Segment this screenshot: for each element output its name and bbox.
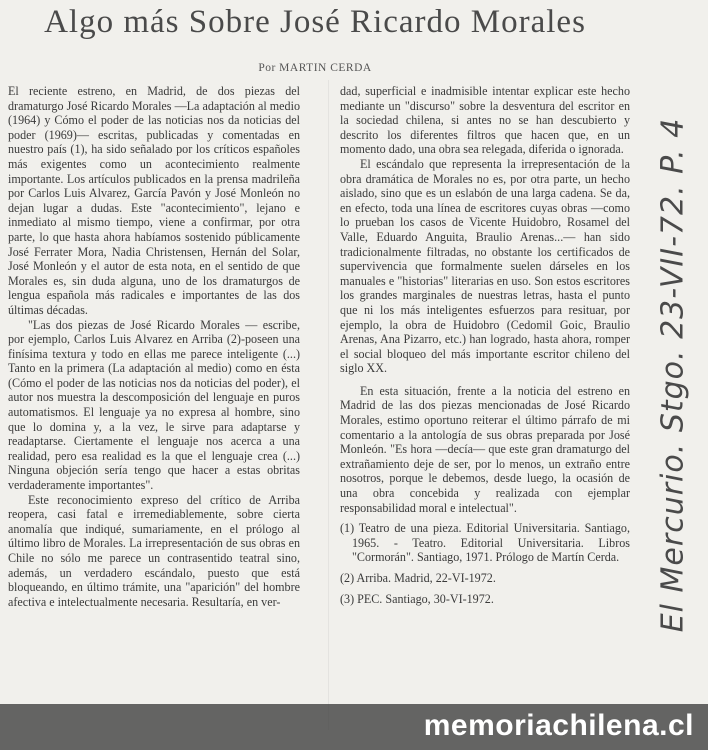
paragraph: dad, superficial e inadmisible intentar explicar este hecho mediante un "discurso" sobre la desventura del escritor en la sociedad chilena, si antes no se han descubierto y descrito los diferentes filtros que hacen que, en un momento dado, una obra sea relegada, diferida o ignorada. [340,84,630,157]
footnote: (3) PEC. Santiago, 30-VI-1972. [340,591,494,606]
paragraph: El reciente estreno, en Madrid, de dos piezas del dramaturgo José Ricardo Morales —La adaptación al medio (1964) y Cómo el poder de las noticias nos da noticias del poder (1969)— escritas, publicadas y comentadas en nuestro país (1), ha sido señalado por los críticos españoles más exigentes como un acontecimiento realmente importante. Los artículos publicados en la prensa madrileña por Carlos Luis Alvarez, García Pavón y José Monleón no dejan lugar a dudas. Este "acontecimiento", lejano e inmediato al mismo tiempo, viene a confirmar, por otra parte, lo que hasta ahora habíamos sostenido públicamente José Ferrater Mora, Nadia Christensen, Hernán del Solar, José Monleón y el autor de esta nota, en el sentido de que Morales es, sin duda alguna, uno de los dramaturgos de lengua española más radicales e importantes de las dos últimas décadas. [8,84,300,317]
handwritten-source-note: El Mercurio. Stgo. 23-VII-72. P. 4 [655,117,691,633]
footnote: (1) Teatro de una pieza. Editorial Universitaria. Santiago, 1965. - Teatro. Editorial Universitaria. Libros "Cormorán". Santiago, 1971. Prólogo de Martín Cerda. [340,521,630,565]
paragraph: El escándalo que representa la irrepresentación de la obra dramática de Morales no es, por otra parte, un hecho aislado, sino que es un eslabón de una larga cadena. Se da, en efecto, toda una línea de escritores cuyas obras —como lo prueban los casos de Vicente Huidobro, Rosamel del Valle, Eduardo Anguita, Braulio Arenas...— han sido tradicionalmente filtradas, no obstante los certificados de supervivencia que formalmente suelen dárseles en los manuales e "historias" literarias en uso. Son estos escritores los grandes marginales de nuestras letras, hasta el punto que ni los más inteligentes esfuerzos para resituar, por ejemplo, la obra de Huidobro (Cedomil Goic, Braulio Arenas, Ana Pizarro, etc.) han logrado, hasta ahora, romper el social bloqueo del más importante escritor chileno del siglo XX. [340,156,630,376]
watermark-logo[interactable]: memoriachilena.cl [423,709,694,742]
right-column [340,84,630,724]
article-byline: Por MARTIN CERDA [258,62,372,74]
article-title: Algo más Sobre José Ricardo Morales [44,4,586,40]
footnote: (2) Arriba. Madrid, 22-VI-1972. [340,571,496,585]
column-divider [328,80,329,730]
left-column [8,84,300,724]
paragraph: En esta situación, frente a la noticia del estreno en Madrid de las dos piezas mencionadas de José Ricardo Morales, estimo oportuno reiterar el último párrafo de mi comentario a la antología de sus obras preparada por José Monleón. "Es hora —decía— que este gran dramaturgo del extrañamiento deje de ser, por lo menos, un extraño entre nosotros, porque le debemos, desde luego, la ocasión de una obra concebida y realizada con ejemplar responsabilidad moral e intelectual". [340,383,630,515]
paragraph: Este reconocimiento expreso del crítico de Arriba reopera, casi fatal e irremediablemente, sobre cierta anomalía que indiqué, sumariamente, en el prólogo al último libro de Morales. La irrepresentación de sus obras en Chile no sólo me parece un contrasentido teatral sino, además, un verdadero escándalo, puesto que está bloqueando, en último trámite, una "aparición" del hombre afectiva e intelectualmente necesaria. Resultaría, en ver- [8,492,300,609]
paragraph: "Las dos piezas de José Ricardo Morales — escribe, por ejemplo, Carlos Luis Alvarez en Arriba (2)-poseen una finísima textura y todo en ellas me parece inteligente (...) Tanto en la primera (La adaptación al medio) como en ésta (Cómo el poder de las noticias nos da noticias del poder), el autor nos muestra la descomposición del lenguaje en puros automatismos. El lenguaje ya no expresa al hombre, sino que lo domina y, a la vez, le sirve para adaptarse y readaptarse. Ciertamente el lenguaje nos acerca a una realidad, pero esa realidad es la que el lenguaje crea (...) Ninguna objeción sería tengo que hacer a estas obritas verdaderamente importantes". [8,317,300,493]
